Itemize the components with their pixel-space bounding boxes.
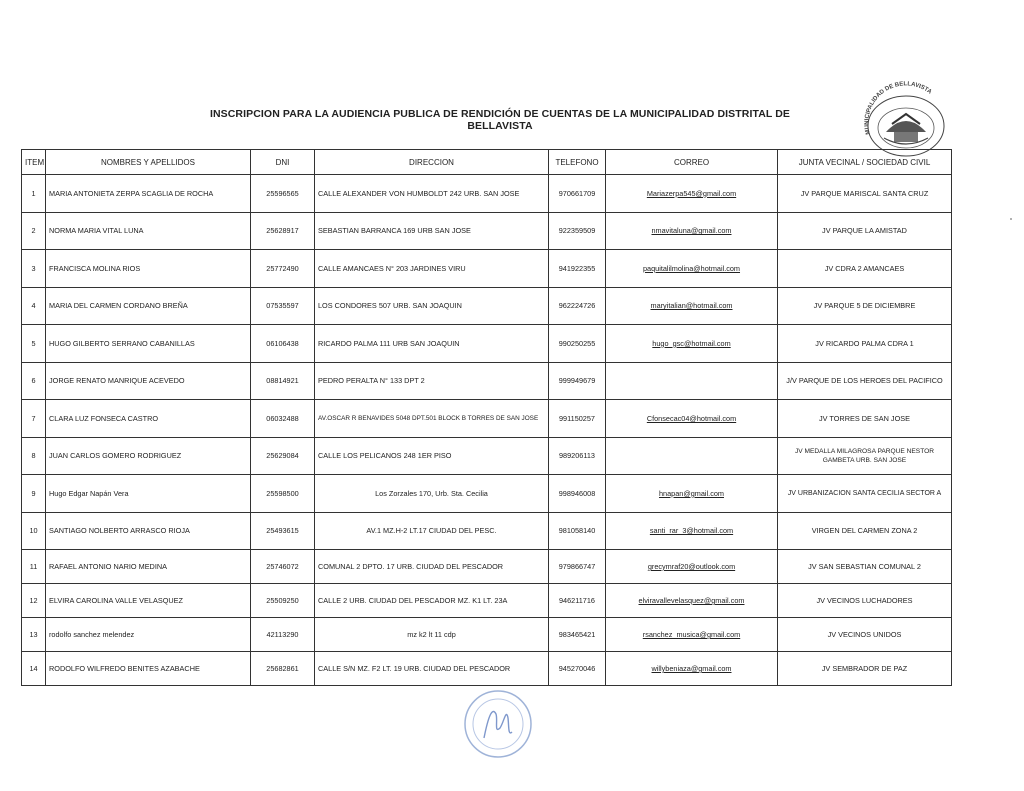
row-junta: JV CDRA 2 AMANCAES	[778, 250, 952, 288]
row-email	[606, 362, 778, 400]
row-email: hugo_gsc@hotmail.com	[606, 325, 778, 363]
row-phone: 970661709	[549, 175, 606, 213]
row-junta: JV VECINOS LUCHADORES	[778, 584, 952, 618]
row-phone: 981058140	[549, 512, 606, 550]
row-name: rodolfo sanchez melendez	[46, 618, 251, 652]
row-dni: 07535597	[251, 287, 315, 325]
table-row	[22, 175, 952, 213]
row-item: 1	[22, 175, 46, 213]
document-title: INSCRIPCION PARA LA AUDIENCIA PUBLICA DE RENDICIÓN DE CUENTAS DE LA MUNICIPALIDAD DISTRITAL DE BELLAVISTA	[209, 108, 791, 132]
row-name: MARIA DEL CARMEN CORDANO BREÑA	[46, 287, 251, 325]
row-address: CALLE 2 URB. CIUDAD DEL PESCADOR MZ. K1 LT. 23A	[315, 584, 549, 618]
row-junta: JV SAN SEBASTIAN COMUNAL 2	[778, 550, 952, 584]
row-dni: 42113290	[251, 618, 315, 652]
row-name: JORGE RENATO MANRIQUE ACEVEDO	[46, 362, 251, 400]
row-address: CALLE AMANCAES N° 203 JARDINES VIRU	[315, 250, 549, 288]
row-dni: 25746072	[251, 550, 315, 584]
table-row	[22, 618, 952, 652]
header-email: CORREO	[606, 150, 778, 175]
row-item: 8	[22, 437, 46, 475]
row-email: santi_rar_3@hotmail.com	[606, 512, 778, 550]
row-item: 2	[22, 212, 46, 250]
row-item: 3	[22, 250, 46, 288]
row-junta: JV URBANIZACION SANTA CECILIA SECTOR A	[778, 475, 952, 513]
row-phone: 989206113	[549, 437, 606, 475]
row-item: 4	[22, 287, 46, 325]
row-junta: JV PARQUE 5 DE DICIEMBRE	[778, 287, 952, 325]
row-phone: 990250255	[549, 325, 606, 363]
row-name: JUAN CARLOS GOMERO RODRIGUEZ	[46, 437, 251, 475]
row-address: CALLE ALEXANDER VON HUMBOLDT 242 URB. SAN JOSE	[315, 175, 549, 213]
table-row	[22, 287, 952, 325]
row-address: CALLE S/N MZ. F2 LT. 19 URB. CIUDAD DEL PESCADOR	[315, 652, 549, 686]
row-junta: J/V PARQUE DE LOS HEROES DEL PACIFICO	[778, 362, 952, 400]
signature-stamp-icon	[462, 688, 534, 760]
table-row	[22, 362, 952, 400]
row-dni: 25493615	[251, 512, 315, 550]
table-row	[22, 550, 952, 584]
row-dni: 25629084	[251, 437, 315, 475]
row-item: 9	[22, 475, 46, 513]
row-item: 13	[22, 618, 46, 652]
table-row	[22, 652, 952, 686]
row-dni: 06106438	[251, 325, 315, 363]
row-dni: 25509250	[251, 584, 315, 618]
row-junta: JV RICARDO PALMA CDRA 1	[778, 325, 952, 363]
row-phone: 946211716	[549, 584, 606, 618]
row-address: AV.OSCAR R BENAVIDES 5048 DPT.501 BLOCK B TORRES DE SAN JOSE	[315, 400, 549, 438]
scan-speck	[1010, 218, 1012, 220]
row-phone: 991150257	[549, 400, 606, 438]
table-row	[22, 325, 952, 363]
table-row	[22, 584, 952, 618]
row-email: elviravallevelasquez@gmail.com	[606, 584, 778, 618]
row-dni: 25772490	[251, 250, 315, 288]
row-name: RAFAEL ANTONIO NARIO MEDINA	[46, 550, 251, 584]
row-email	[606, 437, 778, 475]
row-item: 10	[22, 512, 46, 550]
row-dni: 08814921	[251, 362, 315, 400]
registration-table	[21, 149, 952, 686]
row-address: SEBASTIAN BARRANCA 169 URB SAN JOSE	[315, 212, 549, 250]
row-address: RICARDO PALMA 111 URB SAN JOAQUIN	[315, 325, 549, 363]
row-junta: JV PARQUE MARISCAL SANTA CRUZ	[778, 175, 952, 213]
row-address: AV.1 MZ.H-2 LT.17 CIUDAD DEL PESC.	[315, 512, 549, 550]
header-junta: JUNTA VECINAL / SOCIEDAD CIVIL	[778, 150, 952, 175]
row-dni: 06032488	[251, 400, 315, 438]
municipal-seal-icon	[856, 80, 952, 158]
row-email: Mariazerpa545@gmail.com	[606, 175, 778, 213]
row-item: 5	[22, 325, 46, 363]
row-email: grecymraf20@outlook.com	[606, 550, 778, 584]
row-item: 11	[22, 550, 46, 584]
row-junta: VIRGEN DEL CARMEN ZONA 2	[778, 512, 952, 550]
row-name: HUGO GILBERTO SERRANO CABANILLAS	[46, 325, 251, 363]
row-email: rsanchez_musica@gmail.com	[606, 618, 778, 652]
row-item: 6	[22, 362, 46, 400]
row-name: ELVIRA CAROLINA VALLE VELASQUEZ	[46, 584, 251, 618]
table-row	[22, 250, 952, 288]
row-address: Los Zorzales 170, Urb. Sta. Cecilia	[315, 475, 549, 513]
row-email: paquitalilmolina@hotmail.com	[606, 250, 778, 288]
row-phone: 962224726	[549, 287, 606, 325]
row-dni: 25596565	[251, 175, 315, 213]
row-junta: JV MEDALLA MILAGROSA PARQUE NESTOR GAMBETA URB. SAN JOSE	[778, 437, 952, 475]
header-address: DIRECCION	[315, 150, 549, 175]
row-dni: 25628917	[251, 212, 315, 250]
row-phone: 941922355	[549, 250, 606, 288]
table-row	[22, 212, 952, 250]
row-address: COMUNAL 2 DPTO. 17 URB. CIUDAD DEL PESCADOR	[315, 550, 549, 584]
header-name: NOMBRES Y APELLIDOS	[46, 150, 251, 175]
row-address: PEDRO PERALTA N° 133 DPT 2	[315, 362, 549, 400]
header-dni: DNI	[251, 150, 315, 175]
row-name: MARIA ANTONIETA ZERPA SCAGLIA DE ROCHA	[46, 175, 251, 213]
table-row	[22, 512, 952, 550]
row-junta: JV PARQUE LA AMISTAD	[778, 212, 952, 250]
row-name: FRANCISCA MOLINA RIOS	[46, 250, 251, 288]
row-name: RODOLFO WILFREDO BENITES AZABACHE	[46, 652, 251, 686]
row-name: NORMA MARIA VITAL LUNA	[46, 212, 251, 250]
row-email: willybeniaza@gmail.com	[606, 652, 778, 686]
table-row	[22, 475, 952, 513]
row-email: hnapan@gmail.com	[606, 475, 778, 513]
row-email: Cfonsecac04@hotmail.com	[606, 400, 778, 438]
row-junta: JV TORRES DE SAN JOSE	[778, 400, 952, 438]
row-junta: JV VECINOS UNIDOS	[778, 618, 952, 652]
row-name: Hugo Edgar Napán Vera	[46, 475, 251, 513]
row-junta: JV SEMBRADOR DE PAZ	[778, 652, 952, 686]
row-item: 7	[22, 400, 46, 438]
row-name: SANTIAGO NOLBERTO ARRASCO RIOJA	[46, 512, 251, 550]
row-phone: 945270046	[549, 652, 606, 686]
row-item: 12	[22, 584, 46, 618]
row-phone: 922359509	[549, 212, 606, 250]
table-row	[22, 437, 952, 475]
seal-text: MUNICIPALIDAD DE BELLAVISTA	[864, 81, 933, 135]
row-phone: 999949679	[549, 362, 606, 400]
row-item: 14	[22, 652, 46, 686]
row-email: maryitalian@hotmail.com	[606, 287, 778, 325]
row-dni: 25682861	[251, 652, 315, 686]
row-email: nmavitaluna@gmail.com	[606, 212, 778, 250]
row-address: LOS CONDORES 507 URB. SAN JOAQUIN	[315, 287, 549, 325]
row-address: CALLE LOS PELICANOS 248 1ER PISO	[315, 437, 549, 475]
table-header-row	[22, 150, 952, 175]
row-phone: 979866747	[549, 550, 606, 584]
row-dni: 25598500	[251, 475, 315, 513]
row-phone: 998946008	[549, 475, 606, 513]
row-phone: 983465421	[549, 618, 606, 652]
table-row	[22, 400, 952, 438]
row-address: mz k2 lt 11 cdp	[315, 618, 549, 652]
header-phone: TELEFONO	[549, 150, 606, 175]
header-item: ITEM	[22, 150, 46, 175]
row-name: CLARA LUZ FONSECA CASTRO	[46, 400, 251, 438]
